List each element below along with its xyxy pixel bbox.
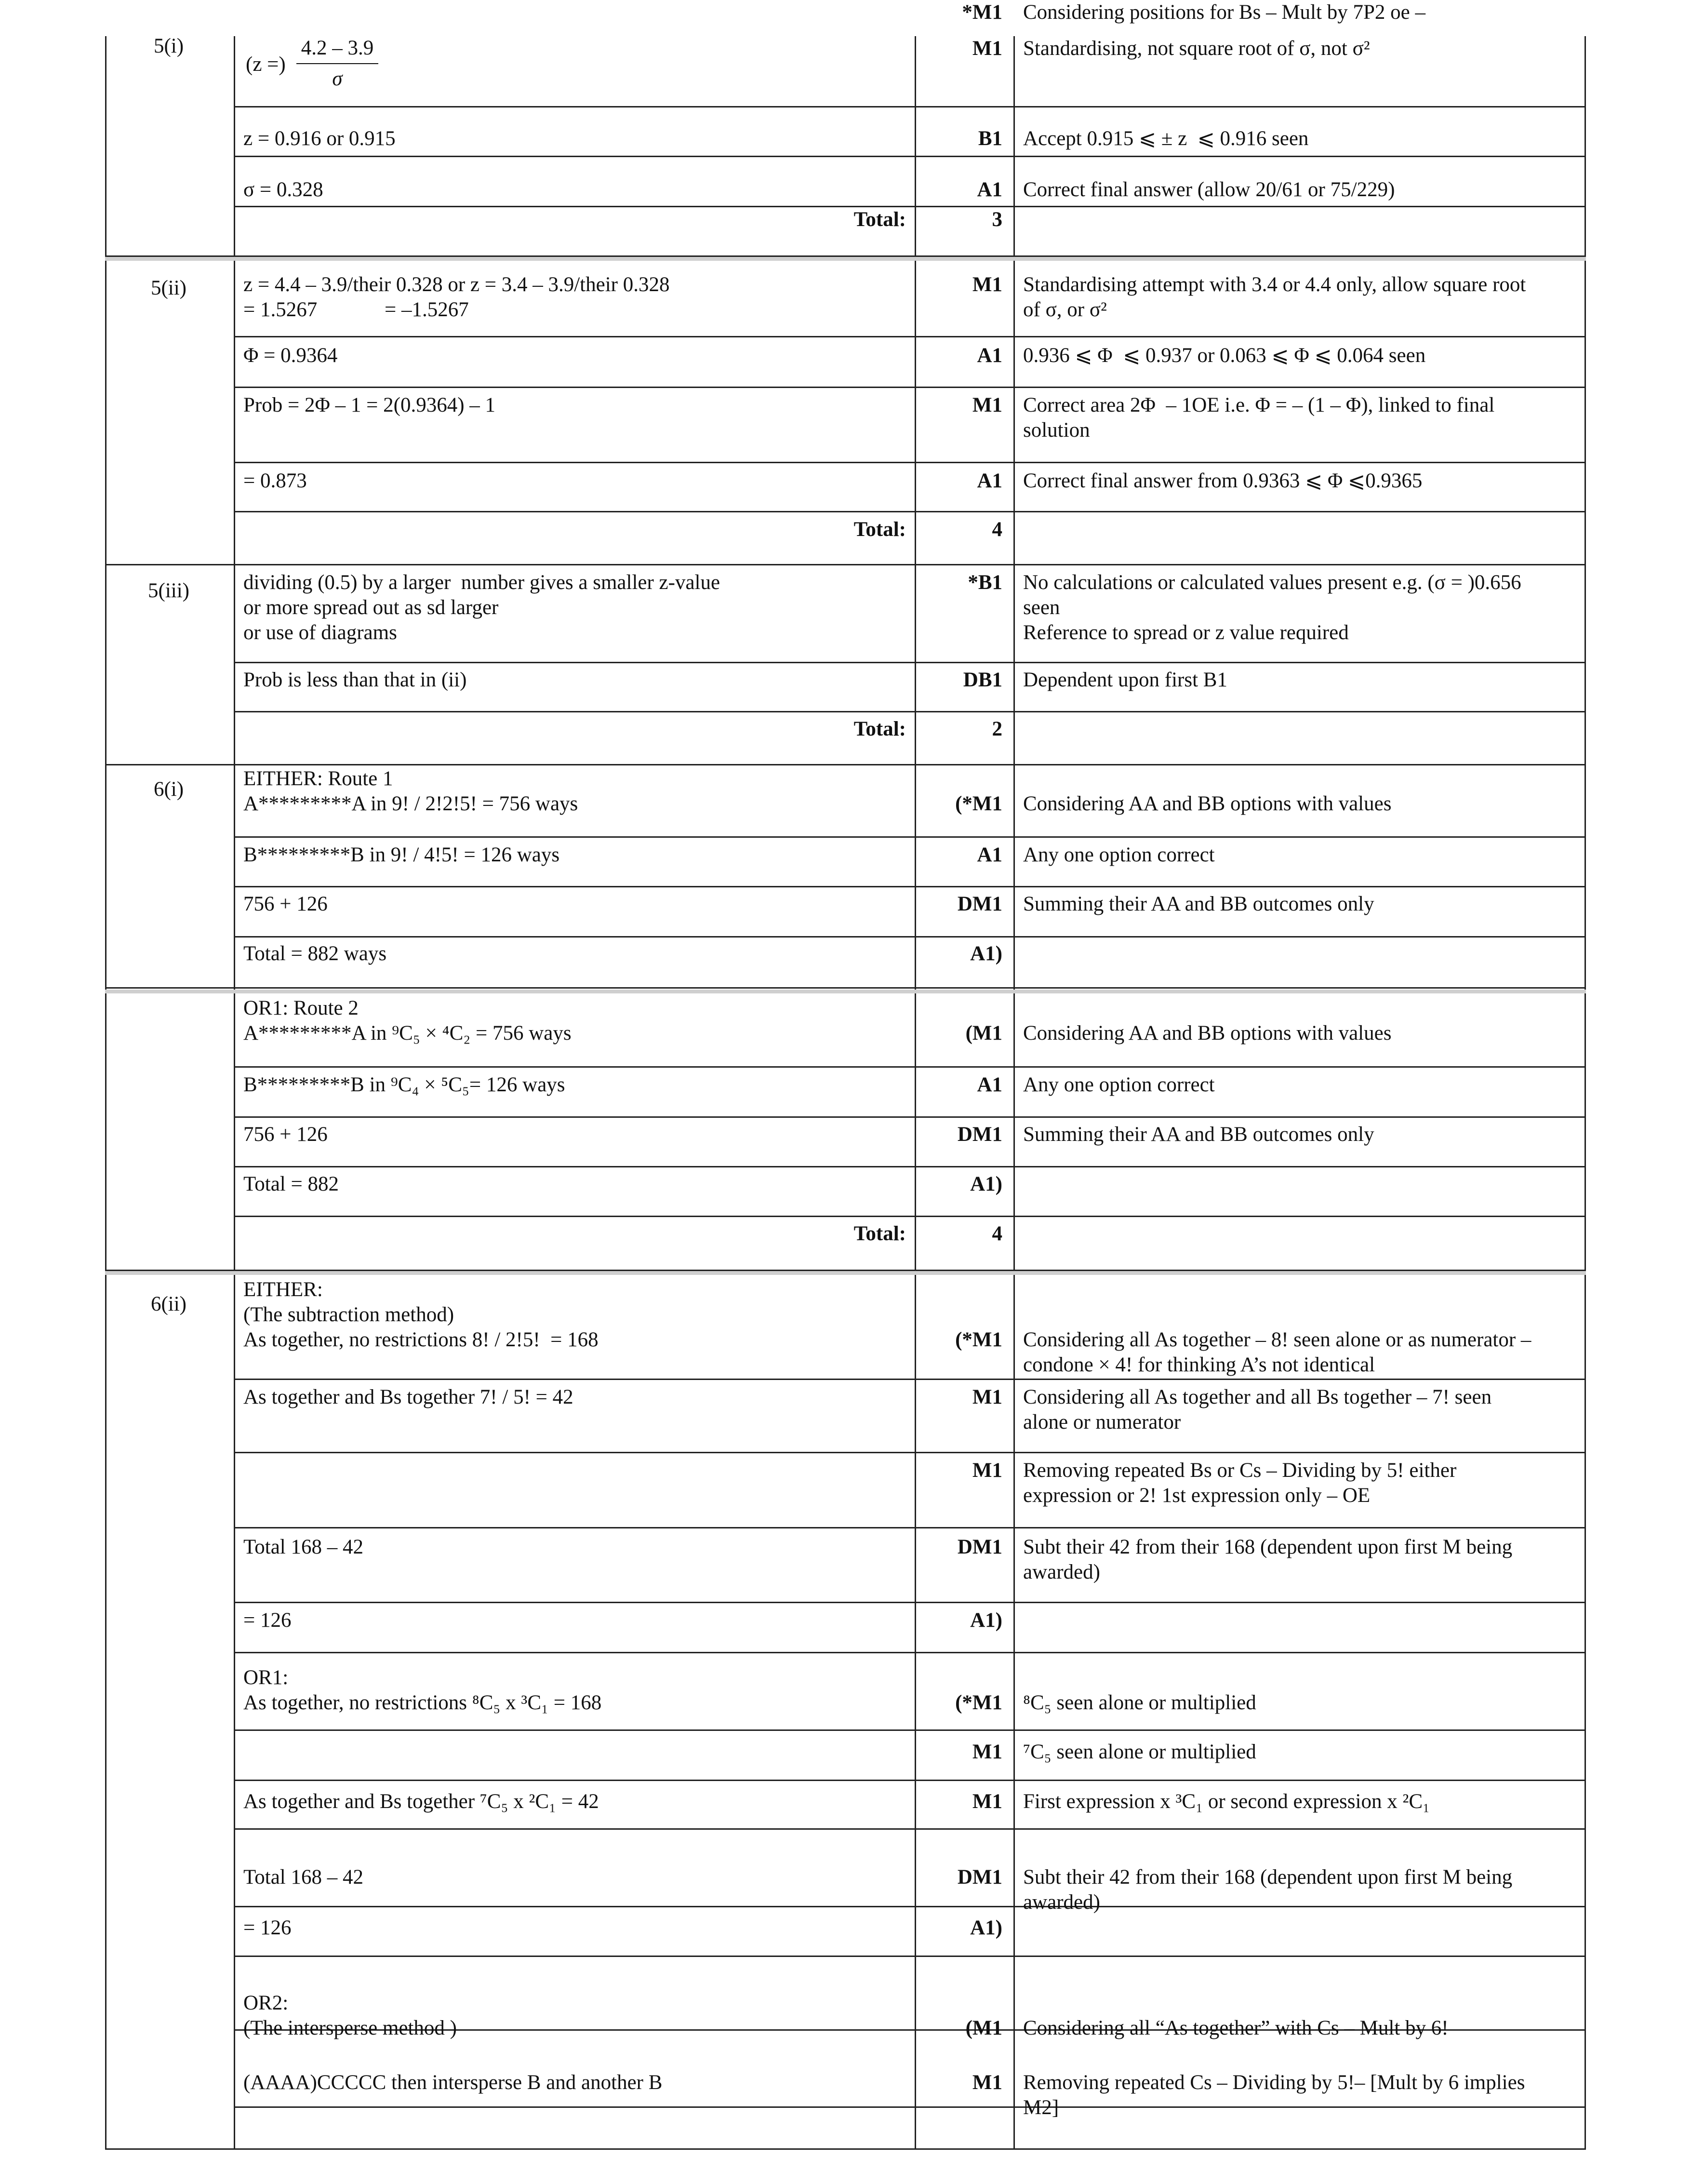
mark-cell: DM1: [957, 893, 1002, 915]
row-separator: [234, 1652, 1586, 1653]
mark-cell: A1: [977, 844, 1002, 866]
mark-cell: (*M1: [955, 1328, 1002, 1351]
row-separator: [234, 1379, 1586, 1380]
row-separator: [234, 1116, 1586, 1118]
fraction-bar: [296, 63, 378, 64]
answer-cell: Total 168 – 42: [243, 1866, 363, 1889]
mark-cell: M1: [972, 1459, 1002, 1482]
mark-cell: A1): [970, 1173, 1002, 1195]
guidance-cell: Standardising attempt with 3.4 or 4.4 only, allow square root of σ, or σ²: [1023, 273, 1526, 321]
guidance-cell: Subt their 42 from their 168 (dependent upon first M being awarded): [1023, 1866, 1513, 1914]
mark-cell: M1: [972, 2071, 1002, 2094]
question-divider: [105, 255, 1586, 257]
mark-cell: *M1: [962, 1, 1002, 24]
question-number: 5(iii): [148, 579, 189, 602]
guidance-cell: ⁷C₅ seen alone or multiplied: [1023, 1741, 1256, 1763]
answer-cell: As together and Bs together ⁷C₅ x ²C₁ = 42: [243, 1790, 599, 1813]
row-separator: [234, 1527, 1586, 1528]
mark-cell: M1: [972, 37, 1002, 60]
guidance-cell: Accept 0.915 ⩽ ± z ⩽ 0.916 seen: [1023, 127, 1309, 150]
mark-cell: DM1: [957, 1866, 1002, 1889]
mark-cell: (*M1: [955, 792, 1002, 815]
fraction-prefix: (z =): [246, 53, 286, 76]
guidance-cell: Considering AA and BB options with values: [1023, 1022, 1392, 1045]
answer-cell: z = 4.4 – 3.9/their 0.328 or z = 3.4 – 3.9/their 0.328 = 1.5267 = –1.5267: [243, 273, 670, 321]
total-value: 4: [992, 1222, 1002, 1245]
total-value: 3: [992, 208, 1002, 231]
row-separator: [234, 886, 1586, 887]
row-separator: [234, 206, 1586, 207]
answer-cell: Total 168 – 42: [243, 1536, 363, 1558]
mark-cell: A1: [977, 469, 1002, 492]
table-border-right: [1584, 36, 1586, 2150]
section-gap: [105, 1271, 1586, 1275]
question-divider: [105, 1270, 1586, 1271]
guidance-cell: Considering AA and BB options with values: [1023, 792, 1392, 815]
row-separator: [234, 106, 1586, 107]
guidance-cell: Correct area 2Φ – 1OE i.e. Φ = – (1 – Φ), linked to final solution: [1023, 394, 1495, 442]
mark-cell: DB1: [963, 669, 1002, 691]
total-label: Total:: [853, 1222, 906, 1245]
table-border-left: [105, 36, 107, 2150]
question-number: 5(ii): [150, 277, 187, 299]
row-separator: [234, 1216, 1586, 1217]
mark-cell: B1: [978, 127, 1002, 150]
question-number: 6(ii): [150, 1293, 187, 1315]
mark-cell: (M1: [965, 2017, 1002, 2039]
question-number: 6(i): [153, 778, 184, 801]
guidance-cell: Correct final answer from 0.9363 ⩽ Φ ⩽0.9365: [1023, 469, 1423, 492]
answer-cell: = 126: [243, 1916, 292, 1939]
table-divider-answer: [234, 36, 235, 2150]
guidance-cell: First expression x ³C₁ or second expression x ²C₁: [1023, 1790, 1430, 1813]
answer-cell: (AAAA)CCCCC then intersperse B and another B: [243, 2071, 663, 2094]
row-separator: [234, 662, 1586, 663]
mark-cell: M1: [972, 273, 1002, 296]
guidance-cell: Summing their AA and BB outcomes only: [1023, 893, 1374, 915]
total-label: Total:: [853, 208, 906, 231]
answer-cell: EITHER: (The subtraction method) As together, no restrictions 8! / 2!5! = 168: [243, 1278, 599, 1351]
mark-cell: DM1: [957, 1123, 1002, 1146]
guidance-cell: Dependent upon first B1: [1023, 669, 1227, 691]
guidance-cell: Standardising, not square root of σ, not σ²: [1023, 37, 1370, 60]
guidance-cell: ⁸C₅ seen alone or multiplied: [1023, 1691, 1256, 1714]
row-separator: [234, 936, 1586, 938]
answer-cell: EITHER: Route 1 A*********A in 9! / 2!2!5! = 756 ways: [243, 767, 578, 815]
mark-cell: A1: [977, 344, 1002, 367]
mark-cell: A1: [977, 178, 1002, 201]
row-separator: [234, 1729, 1586, 1731]
row-separator: [234, 711, 1586, 712]
answer-cell: B*********B in ⁹C₄ × ⁵C₅= 126 ways: [243, 1073, 565, 1096]
mark-cell: (M1: [965, 1022, 1002, 1045]
answer-cell: σ = 0.328: [243, 178, 323, 201]
row-separator: [234, 1602, 1586, 1603]
mark-cell: M1: [972, 1741, 1002, 1763]
guidance-cell: Considering all “As together” with Cs – Mult by 6!: [1023, 2017, 1449, 2039]
question-divider: [105, 764, 1586, 765]
answer-cell: 756 + 126: [243, 1123, 328, 1146]
total-label: Total:: [853, 518, 906, 541]
answer-cell: Total = 882 ways: [243, 942, 387, 965]
answer-cell: Prob is less than that in (ii): [243, 669, 467, 691]
question-number: 5(i): [153, 35, 184, 57]
section-gap: [105, 990, 1586, 993]
total-value: 2: [992, 718, 1002, 740]
guidance-cell: Considering all As together and all Bs together – 7! seen alone or numerator: [1023, 1386, 1492, 1434]
answer-cell: = 126: [243, 1609, 292, 1632]
total-label: Total:: [853, 718, 906, 740]
row-separator: [234, 1166, 1586, 1167]
answer-cell: Φ = 0.9364: [243, 344, 338, 367]
answer-cell: Total = 882: [243, 1173, 339, 1195]
guidance-cell: Any one option correct: [1023, 844, 1215, 866]
row-separator: [234, 387, 1586, 388]
answer-cell: OR1: As together, no restrictions ⁸C₅ x ³C₁ = 168: [243, 1666, 602, 1714]
guidance-cell: No calculations or calculated values present e.g. (σ = )0.656 seen Reference to spread or z value required: [1023, 571, 1521, 644]
answer-cell: 756 + 126: [243, 893, 328, 915]
answer-cell: B*********B in 9! / 4!5! = 126 ways: [243, 844, 560, 866]
mark-cell: DM1: [957, 1536, 1002, 1558]
guidance-cell: Removing repeated Bs or Cs – Dividing by 5! either expression or 2! 1st expression only – OE: [1023, 1459, 1457, 1507]
guidance-cell: Removing repeated Cs – Dividing by 5!– [Mult by 6 implies M2]: [1023, 2071, 1525, 2119]
guidance-cell: Considering positions for Bs – Mult by 7P2 oe –: [1023, 1, 1425, 24]
guidance-cell: Any one option correct: [1023, 1073, 1215, 1096]
table-divider-guidance: [1013, 36, 1015, 2150]
mark-cell: A1): [970, 1916, 1002, 1939]
fraction-denominator: σ: [332, 67, 343, 90]
answer-cell: dividing (0.5) by a larger number gives a smaller z-value or more spread out as sd larger or use of diagrams: [243, 571, 720, 644]
mark-cell: M1: [972, 394, 1002, 416]
mark-cell: (*M1: [955, 1691, 1002, 1714]
mark-cell: A1): [970, 1609, 1002, 1632]
guidance-cell: 0.936 ⩽ Φ ⩽ 0.937 or 0.063 ⩽ Φ ⩽ 0.064 seen: [1023, 344, 1426, 367]
guidance-cell: Subt their 42 from their 168 (dependent upon first M being awarded): [1023, 1536, 1513, 1583]
row-separator: [234, 1780, 1586, 1781]
row-separator: [234, 1452, 1586, 1453]
row-separator: [234, 336, 1586, 337]
fraction-numerator: 4.2 – 3.9: [301, 37, 374, 59]
question-divider: [105, 987, 1586, 989]
answer-cell: OR2: (The intersperse method ): [243, 1992, 457, 2039]
guidance-cell: Correct final answer (allow 20/61 or 75/229): [1023, 178, 1395, 201]
row-separator: [234, 1828, 1586, 1830]
answer-cell: Prob = 2Φ – 1 = 2(0.9364) – 1: [243, 394, 496, 416]
question-divider: [105, 564, 1586, 565]
guidance-cell: Considering all As together – 8! seen alone or as numerator – condone × 4! for thinking A’s not identical: [1023, 1328, 1531, 1376]
answer-cell: As together and Bs together 7! / 5! = 42: [243, 1386, 573, 1408]
row-separator: [234, 1956, 1586, 1957]
row-separator: [234, 1066, 1586, 1068]
mark-cell: *B1: [968, 571, 1002, 594]
row-separator: [234, 511, 1586, 512]
mark-cell: M1: [972, 1790, 1002, 1813]
section-gap: [105, 257, 1586, 261]
answer-cell: z = 0.916 or 0.915: [243, 127, 396, 150]
total-value: 4: [992, 518, 1002, 541]
mark-cell: A1: [977, 1073, 1002, 1096]
row-separator: [234, 156, 1586, 157]
table-bottom: [105, 2148, 1586, 2150]
guidance-cell: Summing their AA and BB outcomes only: [1023, 1123, 1374, 1146]
mark-cell: M1: [972, 1386, 1002, 1408]
mark-cell: A1): [970, 942, 1002, 965]
row-separator: [234, 836, 1586, 838]
row-separator: [234, 462, 1586, 463]
answer-cell: = 0.873: [243, 469, 307, 492]
answer-cell: OR1: Route 2 A*********A in ⁹C₅ × ⁴C₂ = 756 ways: [243, 997, 572, 1045]
